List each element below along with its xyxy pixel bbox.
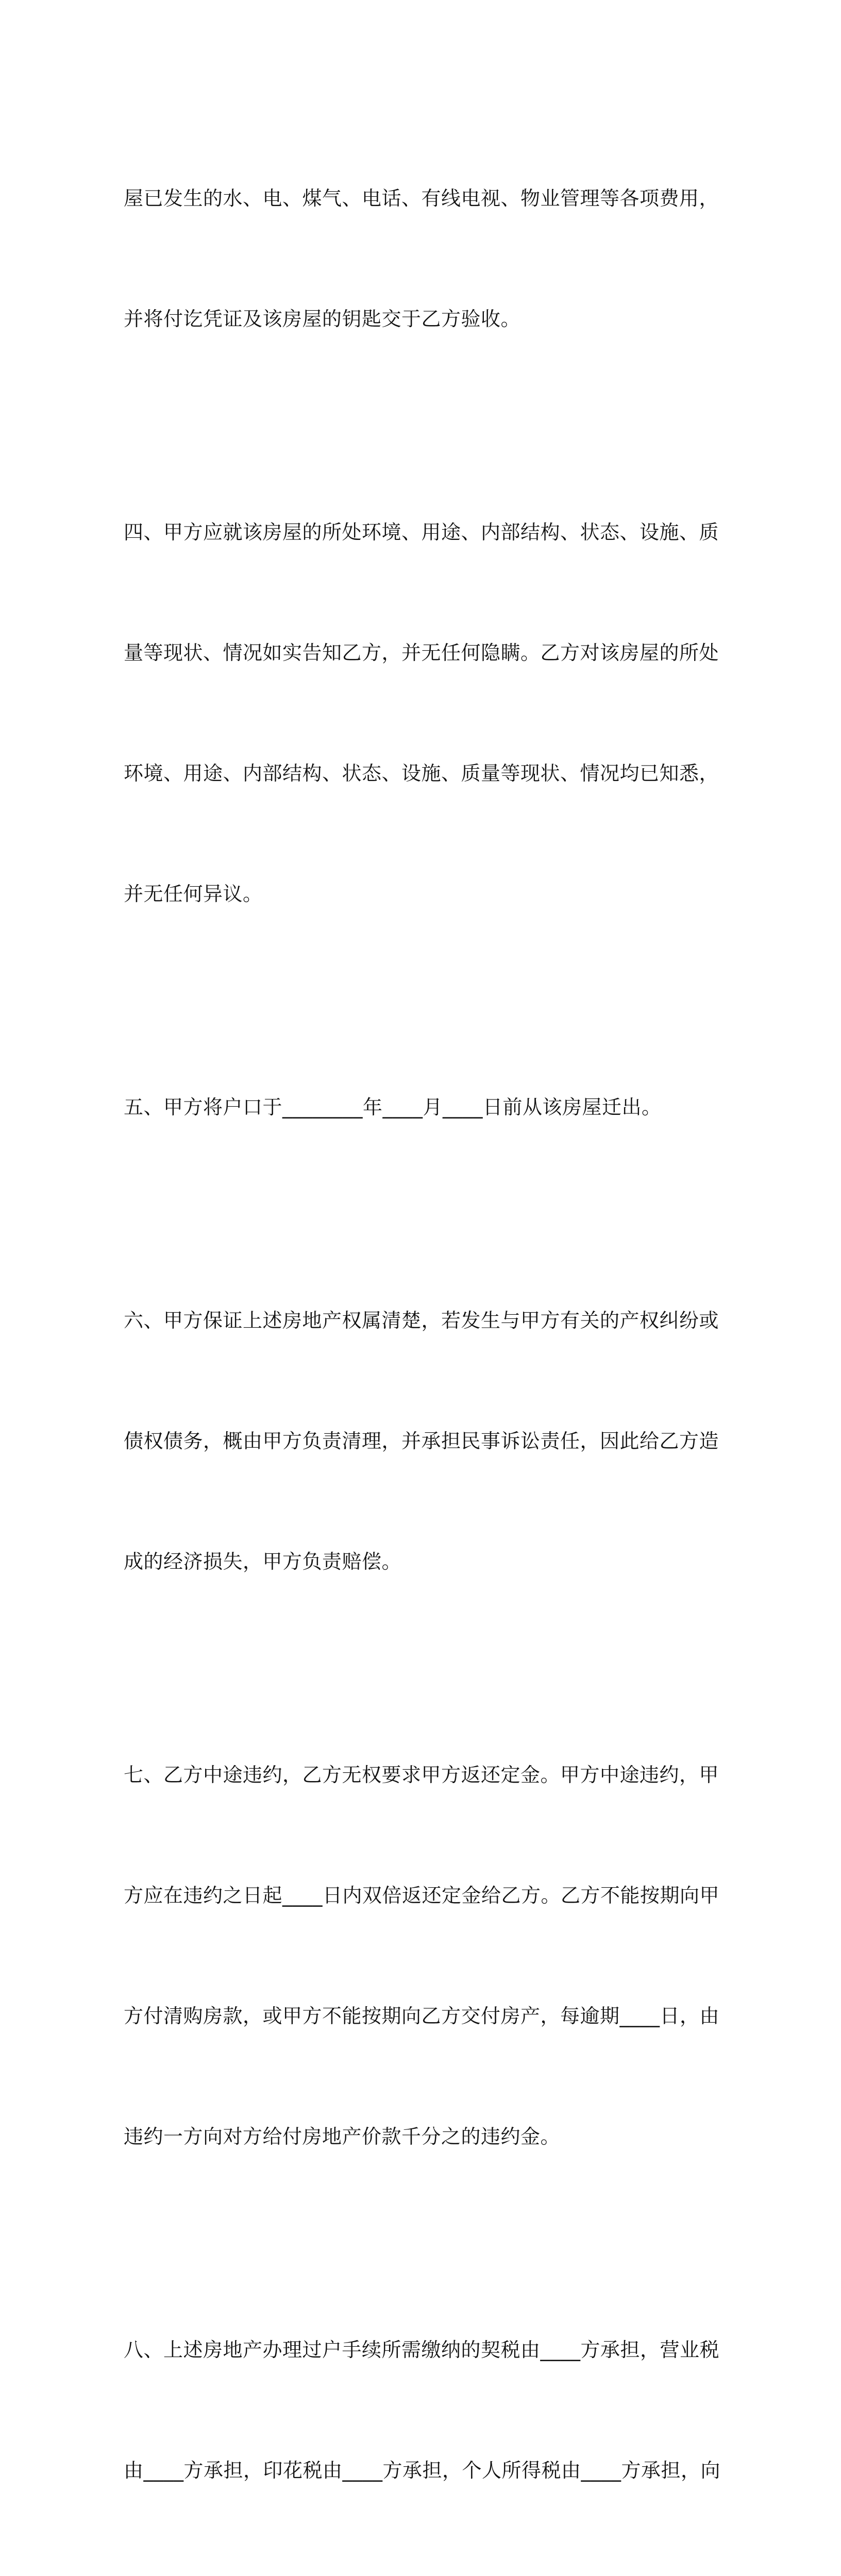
text-line: 方付清购房款，或甲方不能按期向乙方交付房产，每逾期____日，由	[124, 2005, 720, 2027]
text-line: 环境、用途、内部结构、状态、设施、质量等现状、情况均已知悉，	[124, 762, 719, 785]
text-line: 四、甲方应就该房屋的所处环境、用途、内部结构、状态、设施、质	[124, 521, 719, 544]
paragraph-clause-4	[124, 432, 721, 994]
paragraph-clause-7	[124, 1674, 721, 2237]
paragraph-clause-6	[124, 1220, 721, 1662]
text-line: 七、乙方中途违约，乙方无权要求甲方返还定金。甲方中途违约，甲	[124, 1764, 719, 1786]
text-line: 方应在违约之日起____日内双倍返还定金给乙方。乙方不能按期向甲	[124, 1884, 720, 1907]
text-line: 五、甲方将户口于________年____月____日前从该房屋迁出。	[124, 1096, 662, 1118]
text-line: 八、上述房地产办理过户手续所需缴纳的契税由____方承担，营业税	[124, 2338, 720, 2361]
paragraph-clause-5	[124, 1007, 721, 1208]
text-line: 由____方承担，印花税由____方承担，个人所得税由____方承担，向	[124, 2459, 721, 2482]
text-line: 并将付讫凭证及该房屋的钥匙交于乙方验收。	[124, 308, 521, 330]
paragraph-clause-8	[124, 2249, 721, 2576]
paragraph-fees-continuation	[124, 98, 721, 419]
text-line: 屋已发生的水、电、煤气、电话、有线电视、物业管理等各项费用，	[124, 187, 719, 210]
text-line	[124, 2571, 721, 2576]
text-line: 成的经济损失，甲方负责赔偿。	[124, 1550, 402, 1573]
text-line: 量等现状、情况如实告知乙方，并无任何隐瞒。乙方对该房屋的所处	[124, 641, 719, 664]
text-line: 债权债务，概由甲方负责清理，并承担民事诉讼责任，因此给乙方造	[124, 1430, 719, 1452]
text-line: 违约一方向对方给付房地产价款千分之的违约金。	[124, 2125, 561, 2148]
text-line: 并无任何异议。	[124, 883, 263, 905]
text-line: 六、甲方保证上述房地产权属清楚，若发生与甲方有关的产权纠纷或	[124, 1309, 719, 1332]
document-body	[124, 98, 721, 2576]
